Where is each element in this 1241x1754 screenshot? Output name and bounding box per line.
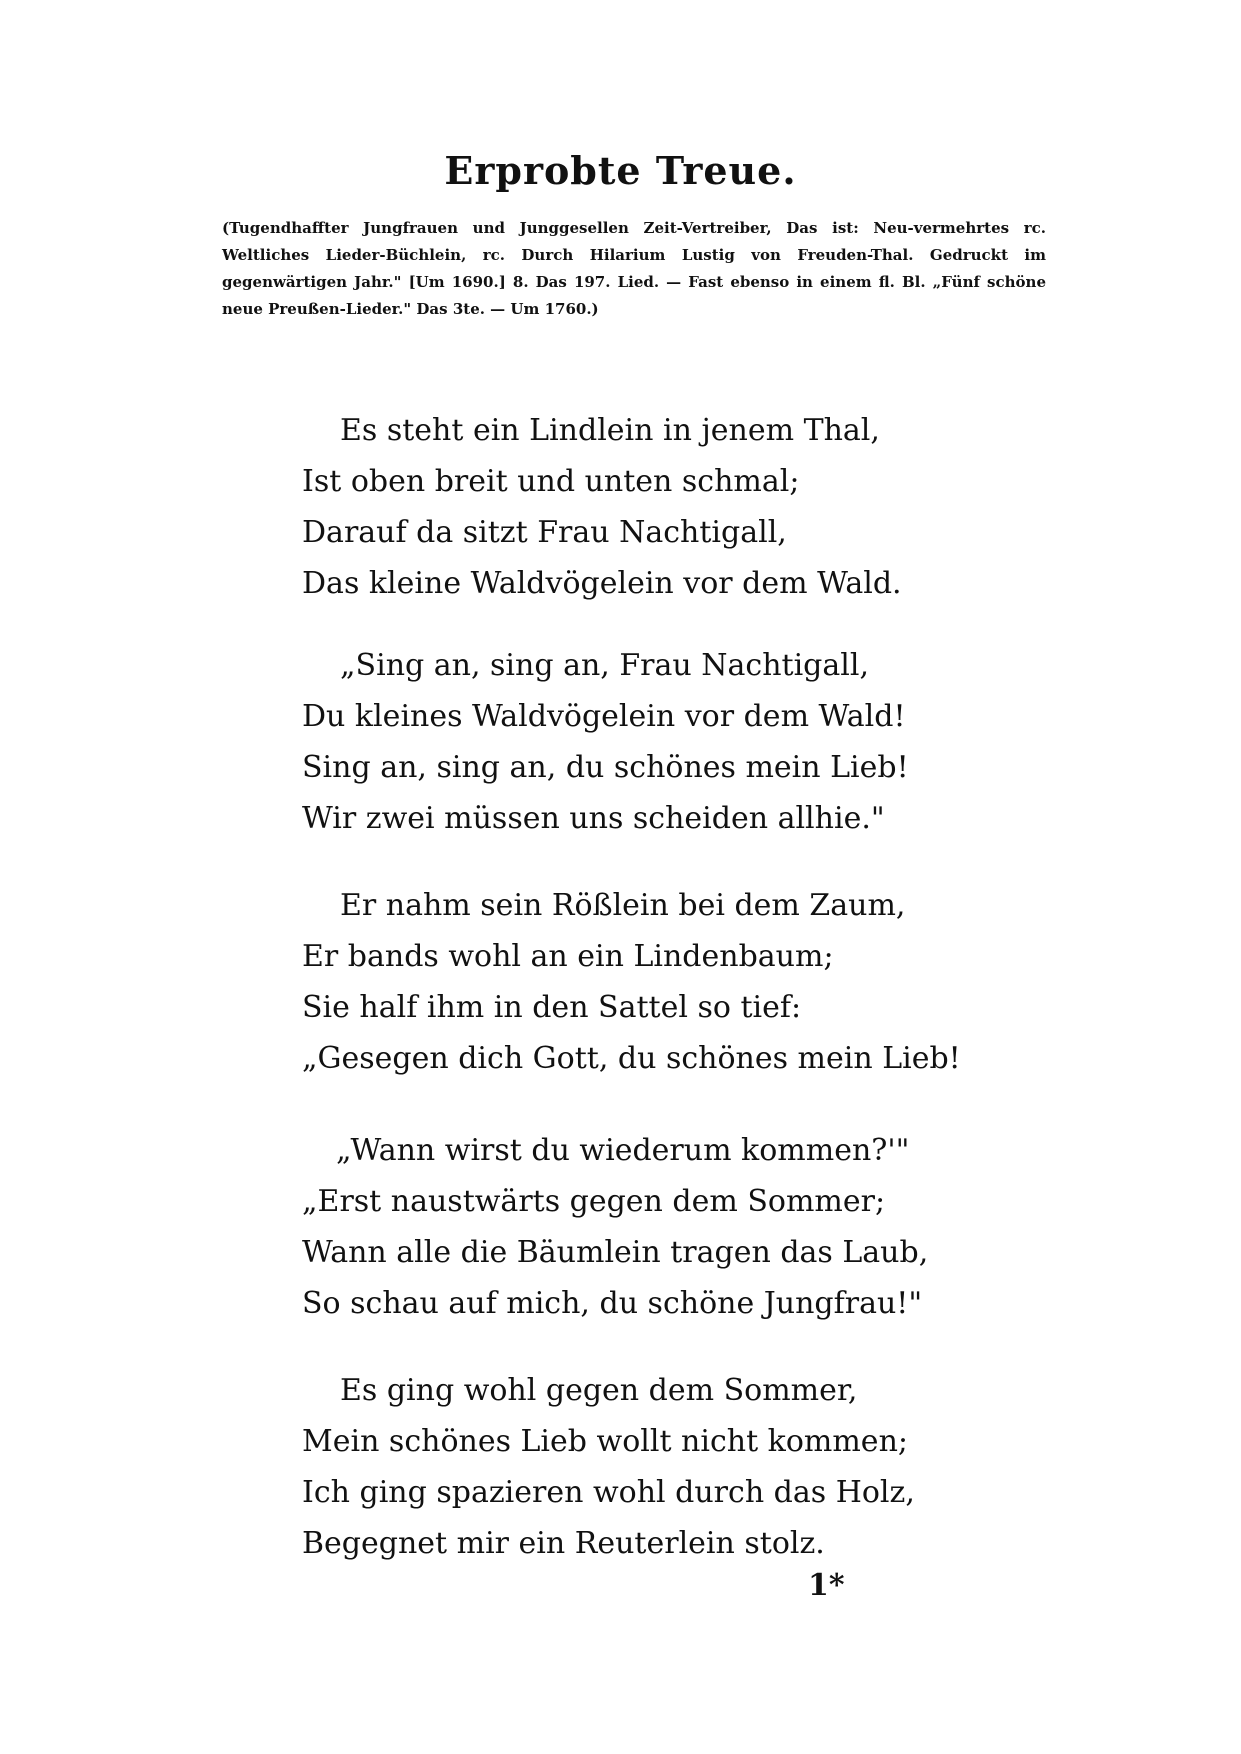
- verse-line: Er bands wohl an ein Lindenbaum;: [302, 939, 834, 974]
- stanza-3: [302, 880, 1062, 1084]
- verse-line: Es ging wohl gegen dem Sommer,: [340, 1373, 858, 1408]
- verse-line: Sie half ihm in den Sattel so tief:: [302, 990, 802, 1025]
- signature-mark: 1*: [808, 1568, 845, 1603]
- verse-line: Das kleine Waldvögelein vor dem Wald.: [302, 566, 902, 601]
- verse-line: Ich ging spazieren wohl durch das Holz,: [302, 1475, 915, 1510]
- verse-line: „Wann wirst du wiederum kommen?'": [336, 1133, 910, 1168]
- stanza-2: [302, 640, 1062, 844]
- verse-line: Wann alle die Bäumlein tragen das Laub,: [302, 1235, 929, 1270]
- verse-line: Du kleines Waldvögelein vor dem Wald!: [302, 699, 906, 734]
- verse-line: So schau auf mich, du schöne Jungfrau!": [302, 1286, 923, 1321]
- verse-line: Es steht ein Lindlein in jenem Thal,: [340, 413, 880, 448]
- verse-line: „Sing an, sing an, Frau Nachtigall,: [340, 648, 869, 683]
- stanza-1: [302, 405, 1062, 609]
- verse-line: Darauf da sitzt Frau Nachtigall,: [302, 515, 787, 550]
- verse-line: „Gesegen dich Gott, du schönes mein Lieb!: [302, 1041, 961, 1076]
- verse-line: „Erst naustwärts gegen dem Sommer;: [302, 1184, 886, 1219]
- verse-line: Begegnet mir ein Reuterlein stolz.: [302, 1526, 825, 1561]
- stanza-4: [302, 1125, 1062, 1329]
- verse-line: Er nahm sein Rößlein bei dem Zaum,: [340, 888, 906, 923]
- verse-line: Sing an, sing an, du schönes mein Lieb!: [302, 750, 909, 785]
- stanza-5: [302, 1365, 1062, 1569]
- poem-title: Erprobte Treue.: [444, 148, 797, 193]
- source-note: (Tugendhaffter Jungfrauen und Junggesellen Zeit-Vertreiber, Das ist: Neu-vermehrtes rc. Weltliches Lieder-Büchlein, rc. Durch Hilarium Lustig von Freuden-Thal. Gedruckt im gegenwärtigen Jahr." [Um 1690.] 8. Das 197. Lied. — Fast ebenso in einem fl. Bl. „Fünf schöne neue Preußen-Lieder." Das 3te. — Um 1760.): [222, 219, 1046, 318]
- verse-line: Wir zwei müssen uns scheiden allhie.": [302, 801, 885, 836]
- verse-line: Ist oben breit und unten schmal;: [302, 464, 800, 499]
- verse-line: Mein schönes Lieb wollt nicht kommen;: [302, 1424, 908, 1459]
